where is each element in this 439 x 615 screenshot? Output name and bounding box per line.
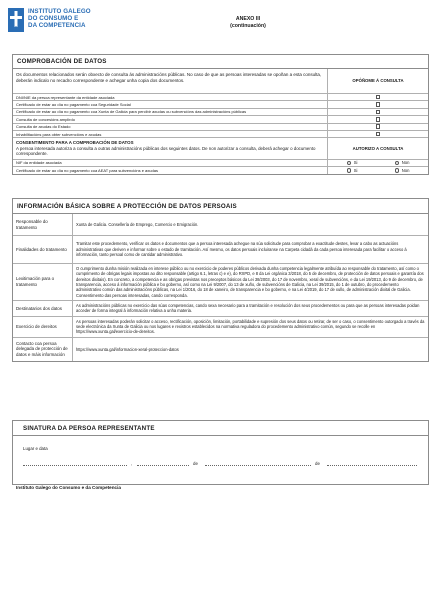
protection-row-value: As administracións públicas no exercicio das súas competencias, cando sexa necesario para a tramitación e resolución dos seus procedementos ou para que as persoas interesadas poidan acceder de forma integral á información relativa a unha materia. [76, 303, 420, 314]
consent-text: A persoa interesada autoriza a consulta a outras administracións públicas dos seguintes datos. De non autorizar a consulta, deberá achegar o documento correspondente. [16, 145, 316, 157]
protection-row-label: Responsable do tratamento [13, 214, 73, 235]
protection-row [13, 236, 428, 264]
authorize-options [328, 168, 428, 174]
protection-row-label: Exercicio de dereitos [13, 317, 73, 337]
day-field[interactable] [137, 465, 189, 466]
de-separator-1: de [193, 461, 198, 466]
signature-title: SINATURA DA PERSOA REPRESENTANTE [13, 421, 428, 436]
signature-section [12, 420, 429, 485]
yes-label: Si [353, 160, 358, 166]
oppose-item-row [13, 109, 428, 116]
protection-row-value: Tramitar este procedemento, verificar os datos e documentos que a persoa interesada achegue na súa solicitude para comprobar a exactitude destes, levar a cabo as actuacións administrativas que deriven e informar sobre o estado de tramitación. Así mesmo, os datos persoais incluiranse na Carpeta cidadá da cada persoa interesada para facilitar o acceso á información, tanto persoal como de cantidar administrativo. [76, 241, 407, 258]
annex-title: ANEXO III [235, 16, 261, 22]
protection-row-value: https://www.xunta.gal/informacion-xeral-proteccion-datos [76, 346, 179, 352]
protection-row-value: As persoas interesadas poderán solicitar o acceso, rectificación, oposición, limitación, portabilidade e supresión dos seus datos ou retirar, de ser o caso, o consentimento outorgado a través da sede electrónica da Xunta de Galicia ou nos lugares e rexistros establecidos na normativa reguladora do procedemento administrativo común, segundo se recolle en https://www.xunta.gal/exercicio-de-dereitos. [76, 318, 425, 335]
no-option[interactable] [395, 168, 410, 174]
signature-body [13, 436, 428, 484]
consent-block [13, 138, 328, 159]
consent-title: CONSENTIMENTO PARA A COMPROBACIÓN DE DATOS [16, 140, 134, 146]
data-check-title: COMPROBACIÓN DE DATOS [13, 55, 428, 69]
protection-row [13, 317, 428, 338]
consent-header-row [13, 138, 428, 160]
oppose-item-label: Consulta de concesións amplirdo [13, 116, 328, 122]
oppose-item-row [13, 101, 428, 108]
de-separator-2: de [315, 461, 320, 466]
year-field[interactable] [327, 465, 417, 466]
protection-row-label: Destinatarios dos datos [13, 301, 73, 316]
oppose-item-label: DNI/NIE da persoa representante da entidade asociada [13, 94, 328, 100]
comma-separator: , [131, 461, 133, 466]
no-label: Non [401, 167, 410, 173]
oppose-checkbox[interactable] [376, 132, 381, 137]
oppose-item-row [13, 94, 428, 101]
authorize-item-label: NIF da entidade asociada [13, 160, 328, 166]
protection-row-label: Lexitimación para o tratamento [13, 264, 73, 300]
oppose-item-label: Consulta de axudas do Estado [13, 124, 328, 130]
no-radio[interactable] [395, 168, 399, 172]
yes-label: Si [353, 167, 358, 173]
authorize-item-row [13, 167, 428, 173]
oppose-item-label: Certificado de estar ao día no pagamento coa Seguridade Social [13, 101, 328, 107]
month-field[interactable] [205, 465, 311, 466]
org-line-1: INSTITUTO GALEGO [28, 8, 91, 15]
annex-subtitle: (continuación) [230, 23, 266, 29]
oppose-checkbox[interactable] [376, 124, 381, 129]
no-option[interactable] [395, 160, 410, 166]
oppose-checkbox[interactable] [376, 117, 381, 122]
protection-row [13, 338, 428, 361]
protection-row [13, 264, 428, 301]
oppose-checkbox[interactable] [376, 102, 381, 107]
oppose-item-row [13, 131, 428, 138]
data-check-section [12, 54, 429, 175]
authorize-item-label: Certificado de estar ao día no pagamento coa AEAT para subvencións e axudas [13, 167, 328, 173]
protection-row [13, 301, 428, 317]
oppose-item-label: Certificado de estar ao día no pagamento coa Xunta de Galicia para percibir axudas ou subvencións das administracións públicas [13, 109, 328, 115]
org-line-3: DA COMPETENCIA [28, 22, 86, 29]
xunta-cross-icon [8, 8, 24, 32]
authorize-options [328, 160, 428, 166]
protection-row-value: O cumprimento dunha misión realizada en interese público ou no exercicio de poderes públicos derivada dunha competencia legalmente atribuída ao responsable do tratamento, así como o cumprimento de obrigas legais impostas ao dito responsable (artigo 6.1, letras c) e e), do RXPD, e 8 da Lei orgánica 3/2018, do 5 de decembro, de protección de datos persoais e garantía dos dereitos dixitais). En concreto, a competencia e as obrigas previstas nos preceptos básicos da Lei 38/2003, do 17 de novembro, xeral de subvencións, e da Lei 19/2013, do 9 de decembro, de transparencia, acceso á información pública e bo goberno, así como na Lei 9/2007, do 13 de xuño, de subvencións de Galicia, na Lei 39/2015, do 1 de outubro, do procedemento administrativo común das administracións públicas, na Lei 1/2016, do 18 de xaneiro, de transparencia e bo goberno, e na Lei 4/2019, do 17 de xullo, de administración dixital de Galicia. Consentimento das persoas interesadas, cando corresponda. [76, 266, 424, 298]
oppose-item-label: Inhabilitacións para obter subvencións e axudas [13, 131, 328, 137]
data-protection-title: INFORMACIÓN BÁSICA SOBRE A PROTECCIÓN DE DATOS PERSOAIS [13, 199, 428, 214]
place-date-label: Lugar e data [23, 446, 48, 451]
yes-radio[interactable] [347, 168, 351, 172]
no-radio[interactable] [395, 161, 399, 165]
oppose-header: OPÓÑOME Á CONSULTA [352, 78, 404, 84]
oppose-item-row [13, 116, 428, 123]
document-header [8, 8, 431, 48]
data-protection-section [12, 198, 429, 362]
no-label: Non [401, 160, 410, 166]
authorize-item-row [13, 160, 428, 167]
oppose-header-row [13, 69, 428, 94]
authorize-header: AUTORIZO A CONSULTA [352, 145, 404, 151]
organization-name [28, 8, 91, 29]
yes-option[interactable] [347, 160, 358, 166]
oppose-checkbox[interactable] [376, 110, 381, 115]
yes-option[interactable] [347, 168, 358, 174]
annex-title-block [208, 16, 288, 30]
oppose-item-row [13, 124, 428, 131]
consultation-intro: Os documentos relacionados serán obxecto de consulta ás administracións públicas. No caso de que as persoas interesadas se opoñan a esta consulta, deberán indicalo no recadro correspondente e achegar unha copia dos documentos. [13, 69, 328, 93]
yes-radio[interactable] [347, 161, 351, 165]
organization-logo [8, 8, 118, 44]
protection-row [13, 214, 428, 236]
oppose-checkbox[interactable] [376, 95, 381, 100]
org-line-2: DO CONSUMO E [28, 15, 79, 22]
place-field[interactable] [23, 465, 127, 466]
protection-row-label: Contacto coa persoa delegada de protección de datos e máis información [13, 338, 73, 361]
footer-organization: Instituto Galego do Consumo e da Competencia [16, 485, 121, 490]
protection-row-label: Finalidades do tratamento [13, 236, 73, 263]
protection-row-value: Xunta de Galicia. Consellería de Emprego, Comercio e Emigración. [76, 221, 199, 227]
